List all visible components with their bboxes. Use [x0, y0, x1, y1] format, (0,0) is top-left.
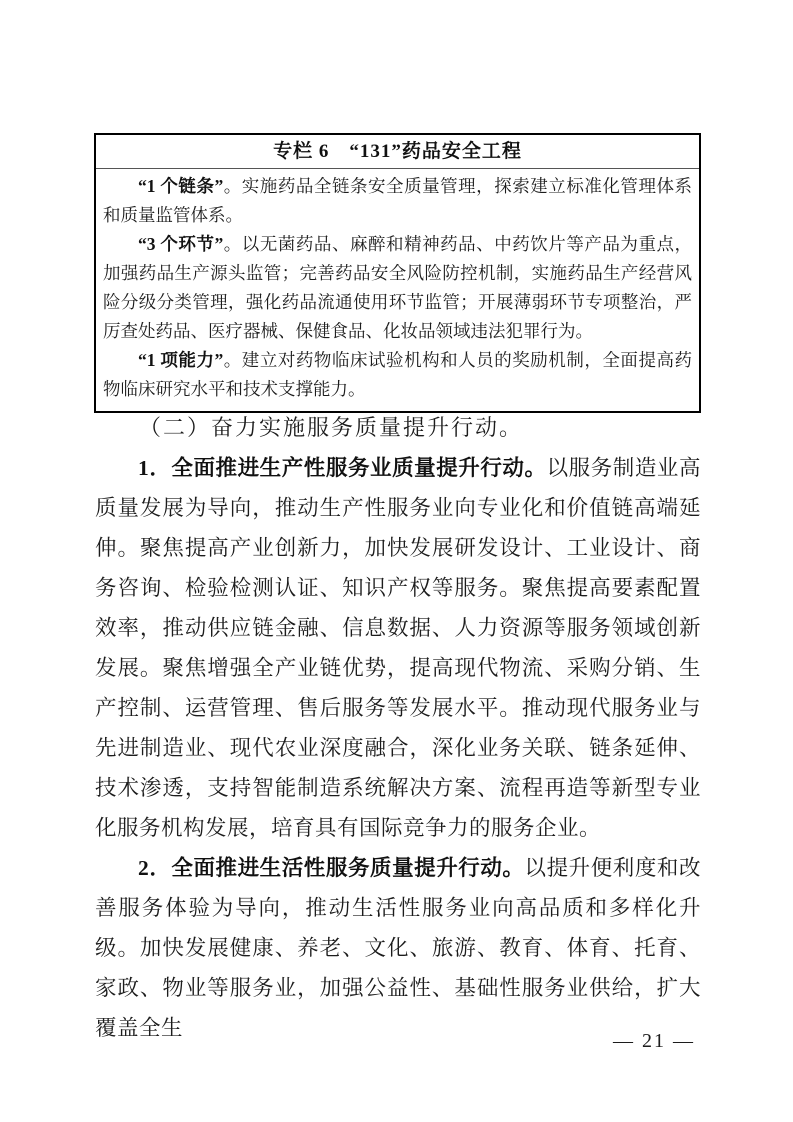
panel-paragraph-chain-text: 。实施药品全链条安全质量管理，探索建立标准化管理体系和质量监管体系。 — [103, 176, 693, 225]
panel-paragraph-links-lead: “3 个环节” — [138, 234, 224, 254]
body-paragraph-2 — [95, 848, 701, 1048]
body-paragraph-1-lead: 1．全面推进生产性服务业质量提升行动。 — [138, 456, 547, 480]
main-body — [95, 404, 701, 1048]
panel-paragraph-capability-lead: “1 项能力” — [138, 350, 224, 370]
panel-title: 专栏 6 “131”药品安全工程 — [96, 135, 699, 169]
panel-paragraph-capability — [103, 346, 692, 404]
body-paragraph-2-lead: 2．全面推进生活性服务质量提升行动。 — [138, 856, 525, 880]
panel-paragraph-links — [103, 230, 692, 346]
panel-paragraph-chain-lead: “1 个链条” — [138, 176, 224, 196]
panel-paragraph-links-text: 。以无菌药品、麻醉和精神药品、中药饮片等产品为重点，加强药品生产源头监管；完善药品安全风险防控机制，实施药品生产经营风险分级分类管理，强化药品流通使用环节监管；开展薄弱环节专项整治，严厉查处药品、医疗器械、保健食品、化妆品领域违法犯罪行为。 — [103, 234, 693, 341]
section-heading: （二）奋力实施服务质量提升行动。 — [139, 415, 524, 440]
body-paragraph-1 — [95, 448, 701, 848]
panel-paragraph-chain — [103, 172, 692, 230]
body-paragraph-2-text: 以提升便利度和改善服务体验为导向，推动生活性服务业向高品质和多样化升级。加快发展健康、养老、文化、旅游、教育、体育、托育、家政、物业等服务业，加强公益性、基础性服务业供给，扩大覆盖全生 — [95, 856, 701, 1040]
body-paragraph-1-text: 以服务制造业高质量发展为导向，推动生产性服务业向专业化和价值链高端延伸。聚焦提高产业创新力，加快发展研发设计、工业设计、商务咨询、检验检测认证、知识产权等服务。聚焦提高要素配置效率，推动供应链金融、信息数据、人力资源等服务领域创新发展。聚焦增强全产业链优势，提高现代物流、采购分销、生产控制、运营管理、售后服务等发展水平。推动现代服务业与先进制造业、现代农业深度融合，深化业务关联、链条延伸、技术渗透，支持智能制造系统解决方案、流程再造等新型专业化服务机构发展，培育具有国际竞争力的服务企业。 — [95, 456, 701, 840]
panel-paragraph-capability-text: 。建立对药物临床试验机构和人员的奖励机制，全面提高药物临床研究水平和技术支撑能力。 — [103, 350, 693, 399]
special-column-panel — [94, 133, 701, 413]
page-number: — 21 — — [613, 1030, 695, 1052]
panel-body — [96, 169, 699, 411]
